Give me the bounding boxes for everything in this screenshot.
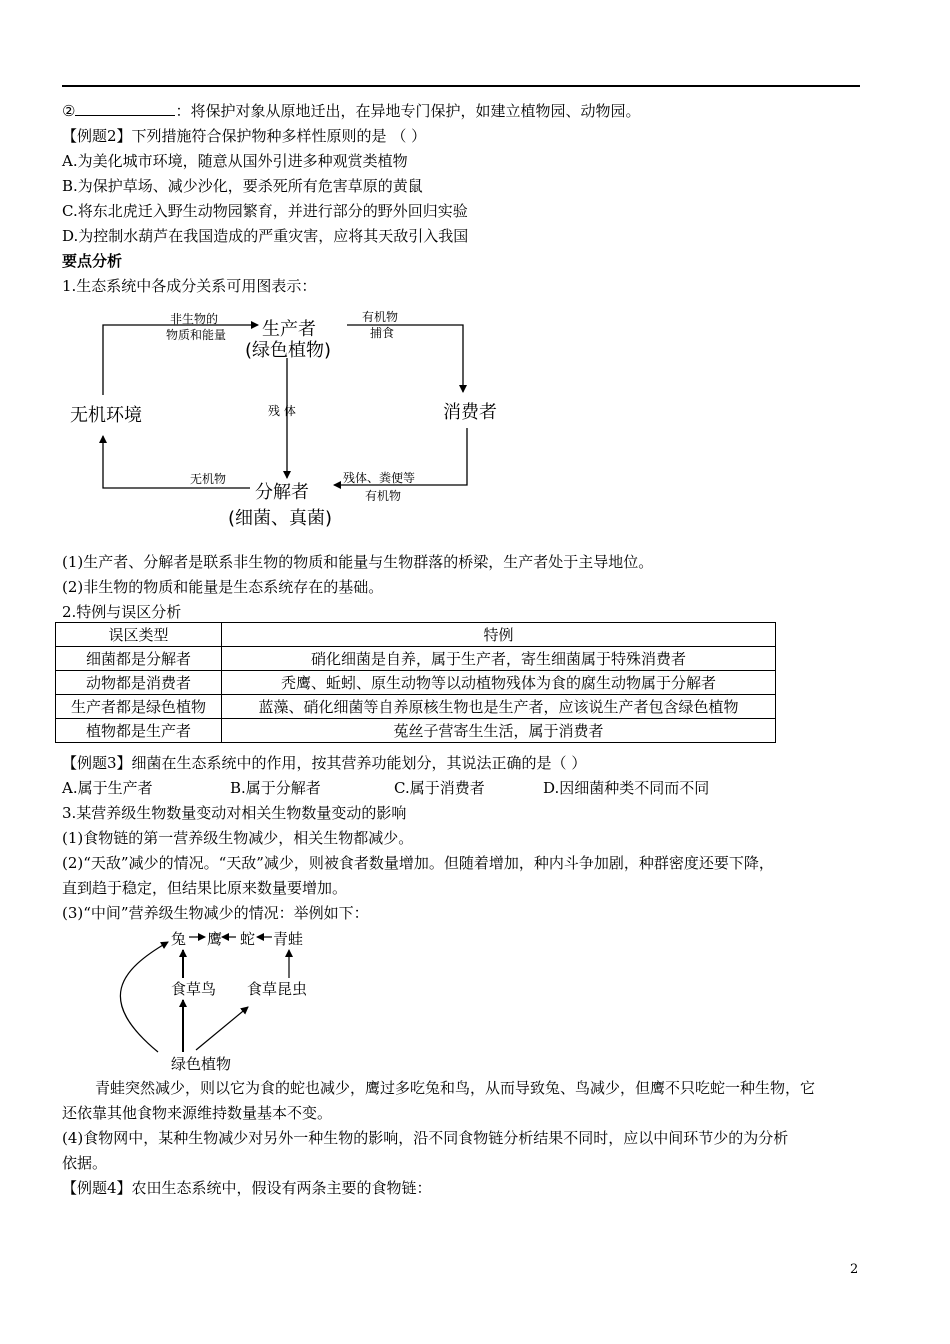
p3-item-2: (2)“天敌”减少的情况。“天敌”减少，则被食者数量增加。但随着增加，种内斗争加剧，种群密度还要下降，	[62, 854, 774, 872]
frog-para-1: 青蛙突然减少，则以它为食的蛇也减少，鹰过多吃兔和鸟，从而导致兔、鸟减少，但鹰不只吃蛇一种生物，它	[95, 1079, 816, 1097]
table-cell: 植物都是生产者	[56, 719, 222, 743]
table-cell: 硝化细菌是自养，属于生产者，寄生细菌属于特殊消费者	[222, 647, 776, 671]
circled-number: ②	[62, 102, 76, 120]
example2-option-d: D.为控制水葫芦在我国造成的严重灾害，应将其天敌引入我国	[62, 227, 469, 245]
residue-feces-label: 残体、粪便等	[343, 471, 416, 485]
page-number: 2	[850, 1262, 859, 1277]
eagle-label: 鹰	[207, 930, 223, 948]
decomposer-sub-label: (细菌、真菌)	[228, 508, 333, 529]
protection-text: ：将保护对象从原地迁出，在异地专门保护，如建立植物园、动物园。	[175, 102, 641, 120]
point3-text: 3.某营养级生物数量变动对相关生物数量变动的影响	[62, 804, 407, 822]
note-1: (1)生产者、分解者是联系非生物的物质和能量与生物群落的桥梁，生产者处于主导地位。	[62, 553, 654, 571]
inorganic-label: 无机物	[190, 472, 227, 486]
nonbio-label-1: 非生物的	[170, 312, 219, 326]
organic-label: 有机物	[362, 310, 399, 324]
frog-label: 青蛙	[273, 930, 304, 948]
table-cell: 菟丝子营寄生生活，属于消费者	[222, 719, 776, 743]
table-header-cell: 误区类型	[56, 623, 222, 647]
example3-option-b: B.属于分解者	[230, 779, 321, 797]
example3-option-c: C.属于消费者	[394, 779, 485, 797]
arrow-plant-to-insect	[196, 1007, 248, 1050]
example2-option-c: C.将东北虎迁入野生动物园繁育，并进行部分的野外回归实验	[62, 202, 468, 220]
green-plant-label: 绿色植物	[171, 1055, 232, 1073]
snake-label: 蛇	[240, 930, 256, 948]
nonbio-label-2: 物质和能量	[166, 328, 227, 342]
point2-text: 2.特例与误区分析	[62, 603, 182, 621]
key-points-heading: 要点分析	[62, 252, 123, 270]
residue-label: 残 体	[268, 404, 296, 418]
environment-label: 无机环境	[70, 405, 142, 426]
p4-line-1: (4)食物网中，某种生物减少对另外一种生物的影响，沿不同食物链分析结果不同时，应以中间环节少的为分析	[62, 1129, 789, 1147]
example2-option-b: B.为保护草场、减少沙化，要杀死所有危害草原的黄鼠	[62, 177, 423, 195]
decomposer-label: 分解者	[255, 482, 309, 503]
table-cell: 细菌都是分解者	[56, 647, 222, 671]
example2-question: 【例题2】下列措施符合保护物种多样性原则的是 （ ）	[62, 127, 427, 145]
rabbit-label: 兔	[171, 930, 187, 948]
p3-item-2-cont: 直到趋于稳定，但结果比原来数量要增加。	[62, 879, 348, 897]
table-header-cell: 特例	[222, 623, 776, 647]
example3-option-a: A.属于生产者	[62, 779, 153, 797]
herb-insect-label: 食草昆虫	[247, 980, 308, 998]
herb-bird-label: 食草鸟	[171, 980, 217, 998]
note-2: (2)非生物的物质和能量是生态系统存在的基础。	[62, 578, 384, 596]
p4-line-2: 依据。	[62, 1154, 108, 1172]
producer-label: 生产者	[262, 319, 316, 340]
frog-para-2: 还依靠其他食物来源维持数量基本不变。	[62, 1104, 333, 1122]
example3-question: 【例题3】细菌在生态系统中的作用，按其营养功能划分，其说法正确的是（ ）	[62, 754, 587, 772]
consumer-label: 消费者	[443, 402, 497, 423]
producer-sub-label: (绿色植物)	[245, 340, 332, 361]
table-cell: 动物都是消费者	[56, 671, 222, 695]
organic-label-2: 有机物	[365, 489, 402, 503]
example4-question: 【例题4】农田生态系统中，假设有两条主要的食物链：	[62, 1179, 432, 1197]
p3-item-3: (3)“中间”营养级生物减少的情况：举例如下：	[62, 904, 369, 922]
p3-item-1: (1)食物链的第一营养级生物减少，相关生物都减少。	[62, 829, 414, 847]
example3-option-d: D.因细菌种类不同而不同	[543, 779, 710, 797]
table-cell: 蓝藻、硝化细菌等自养原核生物也是生产者，应该说生产者包含绿色植物	[222, 695, 776, 719]
point1-text: 1.生态系统中各成分关系可用图表示：	[62, 277, 317, 295]
table-cell: 秃鹰、蚯蚓、原生动物等以动植物残体为食的腐生动物属于分解者	[222, 671, 776, 695]
example2-option-a: A.为美化城市环境，随意从国外引进多种观赏类植物	[62, 152, 408, 170]
predation-label: 捕食	[370, 326, 395, 340]
table-cell: 生产者都是绿色植物	[56, 695, 222, 719]
arrow-plant-to-rabbit	[120, 942, 168, 1052]
